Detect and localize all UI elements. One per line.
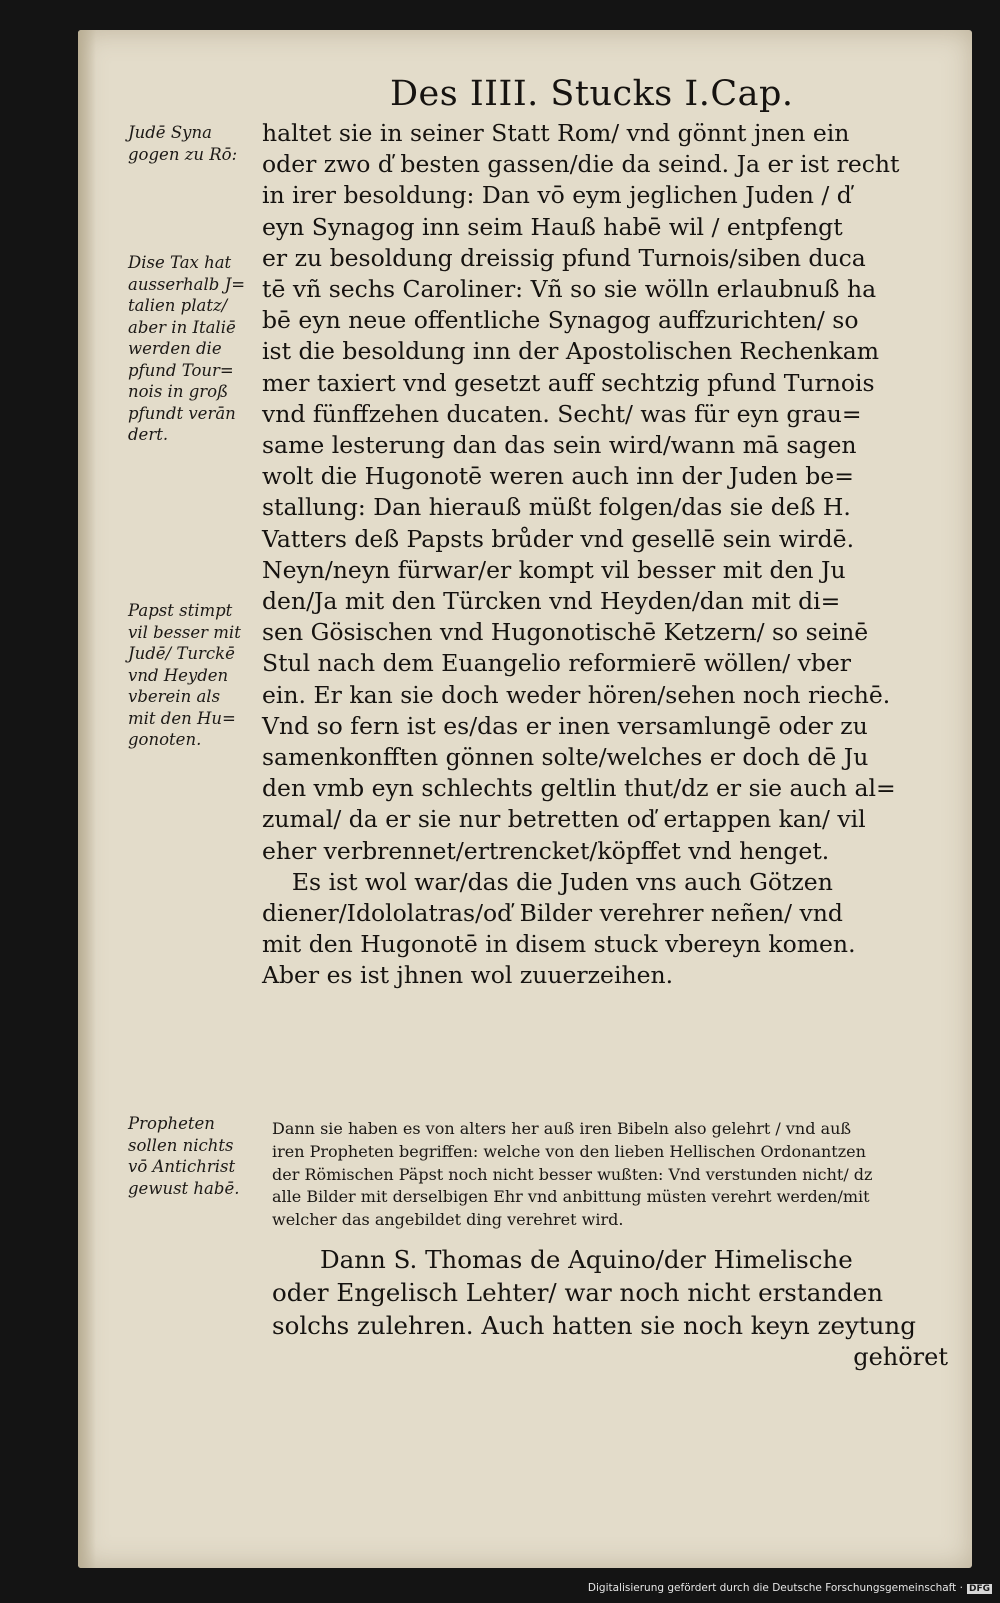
text-line: Aber es ist jhnen wol zuuerzeihen. bbox=[262, 961, 674, 990]
margin-note-line: werden die bbox=[128, 339, 222, 358]
book-page bbox=[78, 30, 972, 1568]
margin-note-line: vō Antichrist bbox=[128, 1157, 236, 1176]
text-line: samenkonfften gönnen solte/welches er doch dē Ju bbox=[262, 743, 869, 772]
running-head: Des IIII. Stucks I.Cap. bbox=[390, 74, 794, 114]
margin-note-line: vil besser mit bbox=[128, 622, 241, 642]
margin-note-line: Dise Tax hat bbox=[128, 253, 232, 272]
catchword: gehöret bbox=[853, 1343, 948, 1371]
dfg-logo: DFG bbox=[968, 1584, 990, 1594]
text-line: Neyn/neyn fürwar/er kompt vil besser mit den Ju bbox=[262, 555, 846, 584]
margin-note-line: sollen nichts bbox=[128, 1135, 234, 1155]
text-line: bē eyn neue offentliche Synagog auffzurichten/ so bbox=[262, 306, 859, 335]
text-line: mit den Hugonotē in disem stuck vbereyn komen. bbox=[262, 930, 856, 959]
text-line: haltet sie in seiner Statt Rom/ vnd gönnt jnen ein bbox=[262, 119, 850, 147]
text-line: oder zwo ď besten gassen/die da seind. Ja er ist recht bbox=[262, 150, 900, 179]
digitization-credit bbox=[588, 1582, 992, 1594]
margin-note-line: vberein als bbox=[128, 687, 221, 706]
margin-note-line: pfund Tour= bbox=[128, 360, 234, 380]
margin-note-synagogues bbox=[128, 122, 268, 165]
small-print-block bbox=[272, 1118, 962, 1232]
large-text-line: Dann S. Thomas de Aquino/der Himelische bbox=[320, 1245, 853, 1274]
small-text-line: welcher das angebildet ding verehret wird. bbox=[272, 1210, 624, 1230]
text-line: wolt die Hugonotē weren auch inn der Juden be= bbox=[262, 462, 854, 491]
margin-note-line: talien platz/ bbox=[128, 296, 228, 315]
main-text-block bbox=[262, 118, 962, 992]
text-line: same lesterung dan das sein wird/wann mā sagen bbox=[262, 431, 857, 460]
margin-note-pope bbox=[128, 600, 268, 751]
text-line: diener/Idololatras/oď Bilder verehrer neñen/ vnd bbox=[262, 899, 843, 928]
margin-note-line: dert. bbox=[128, 425, 169, 444]
text-line: eher verbrennet/ertrencket/köpffet vnd henget. bbox=[262, 836, 830, 865]
text-line: Stul nach dem Euangelio reformierē wöllen/ vber bbox=[262, 649, 852, 678]
margin-note-line: gogen zu Rō: bbox=[128, 144, 238, 164]
margin-note-line: mit den Hu= bbox=[128, 708, 236, 728]
margin-note-line: pfundt verān bbox=[128, 403, 236, 423]
text-line: den vmb eyn schlechts geltlin thut/dz er sie auch al= bbox=[262, 774, 896, 803]
credit-text: Digitalisierung gefördert durch die Deutsche Forschungsgemeinschaft · bbox=[587, 1582, 963, 1594]
text-line: vnd fünffzehen ducaten. Secht/ was für eyn grau= bbox=[262, 399, 862, 428]
text-line: Es ist wol war/das die Juden vns auch Götzen bbox=[262, 867, 833, 896]
margin-note-line: aber in Italiē bbox=[128, 317, 236, 337]
margin-note-line: gewust habē. bbox=[128, 1178, 240, 1198]
margin-note-line: nois in groß bbox=[128, 382, 229, 401]
text-line: ist die besoldung inn der Apostolischen Rechenkam bbox=[262, 337, 880, 366]
large-text-block bbox=[272, 1243, 962, 1342]
large-text-line: solchs zulehren. Auch hatten sie noch keyn zeytung bbox=[272, 1311, 916, 1340]
text-line: er zu besoldung dreissig pfund Turnois/siben duca bbox=[262, 243, 866, 272]
text-line: eyn Synagog inn seim Hauß habē wil / entpfengt bbox=[262, 212, 843, 241]
margin-note-prophets bbox=[128, 1113, 268, 1199]
text-line: Vnd so fern ist es/das er inen versamlungē oder zu bbox=[262, 711, 868, 740]
small-text-line: alle Bilder mit derselbigen Ehr vnd anbittung müsten verehrt werden/mit bbox=[272, 1187, 870, 1207]
text-line: den/Ja mit den Türcken vnd Heyden/dan mit di= bbox=[262, 587, 841, 616]
text-line: in irer besoldung: Dan vō eym jeglichen Juden / ď bbox=[262, 181, 852, 210]
small-text-line: der Römischen Päpst noch nicht besser wußten: Vnd verstunden nicht/ dz bbox=[272, 1164, 873, 1184]
text-line: mer taxiert vnd gesetzt auff sechtzig pfund Turnois bbox=[262, 368, 875, 397]
margin-note-tax bbox=[128, 252, 268, 446]
small-text-line: iren Propheten begriffen: welche von den lieben Hellischen Ordonantzen bbox=[272, 1141, 866, 1161]
text-line: tē vñ sechs Caroliner: Vñ so sie wölln erlaubnuß ha bbox=[262, 275, 877, 304]
margin-note-line: ausserhalb J= bbox=[128, 274, 246, 294]
margin-note-line: vnd Heyden bbox=[128, 665, 229, 685]
page-binding-shadow bbox=[78, 30, 96, 1568]
small-text-line: Dann sie haben es von alters her auß iren Bibeln also gelehrt / vnd auß bbox=[272, 1119, 852, 1138]
text-line: Vatters deß Papsts brůder vnd gesellē sein wirdē. bbox=[262, 524, 855, 553]
margin-note-line: Judē/ Turckē bbox=[128, 644, 235, 663]
text-line: stallung: Dan hierauß müßt folgen/das sie deß H. bbox=[262, 493, 851, 522]
margin-note-line: Papst stimpt bbox=[128, 601, 233, 620]
text-line: zumal/ da er sie nur betretten oď ertappen kan/ vil bbox=[262, 805, 866, 834]
margin-note-line: gonoten. bbox=[128, 730, 202, 749]
large-text-line: oder Engelisch Lehter/ war noch nicht erstanden bbox=[272, 1278, 884, 1307]
text-line: sen Gösischen vnd Hugonotischē Ketzern/ so seinē bbox=[262, 618, 869, 647]
margin-note-line: Judē Syna bbox=[128, 123, 212, 142]
text-line: ein. Er kan sie doch weder hören/sehen noch riechē. bbox=[262, 680, 891, 709]
margin-note-line: Propheten bbox=[128, 1114, 215, 1133]
